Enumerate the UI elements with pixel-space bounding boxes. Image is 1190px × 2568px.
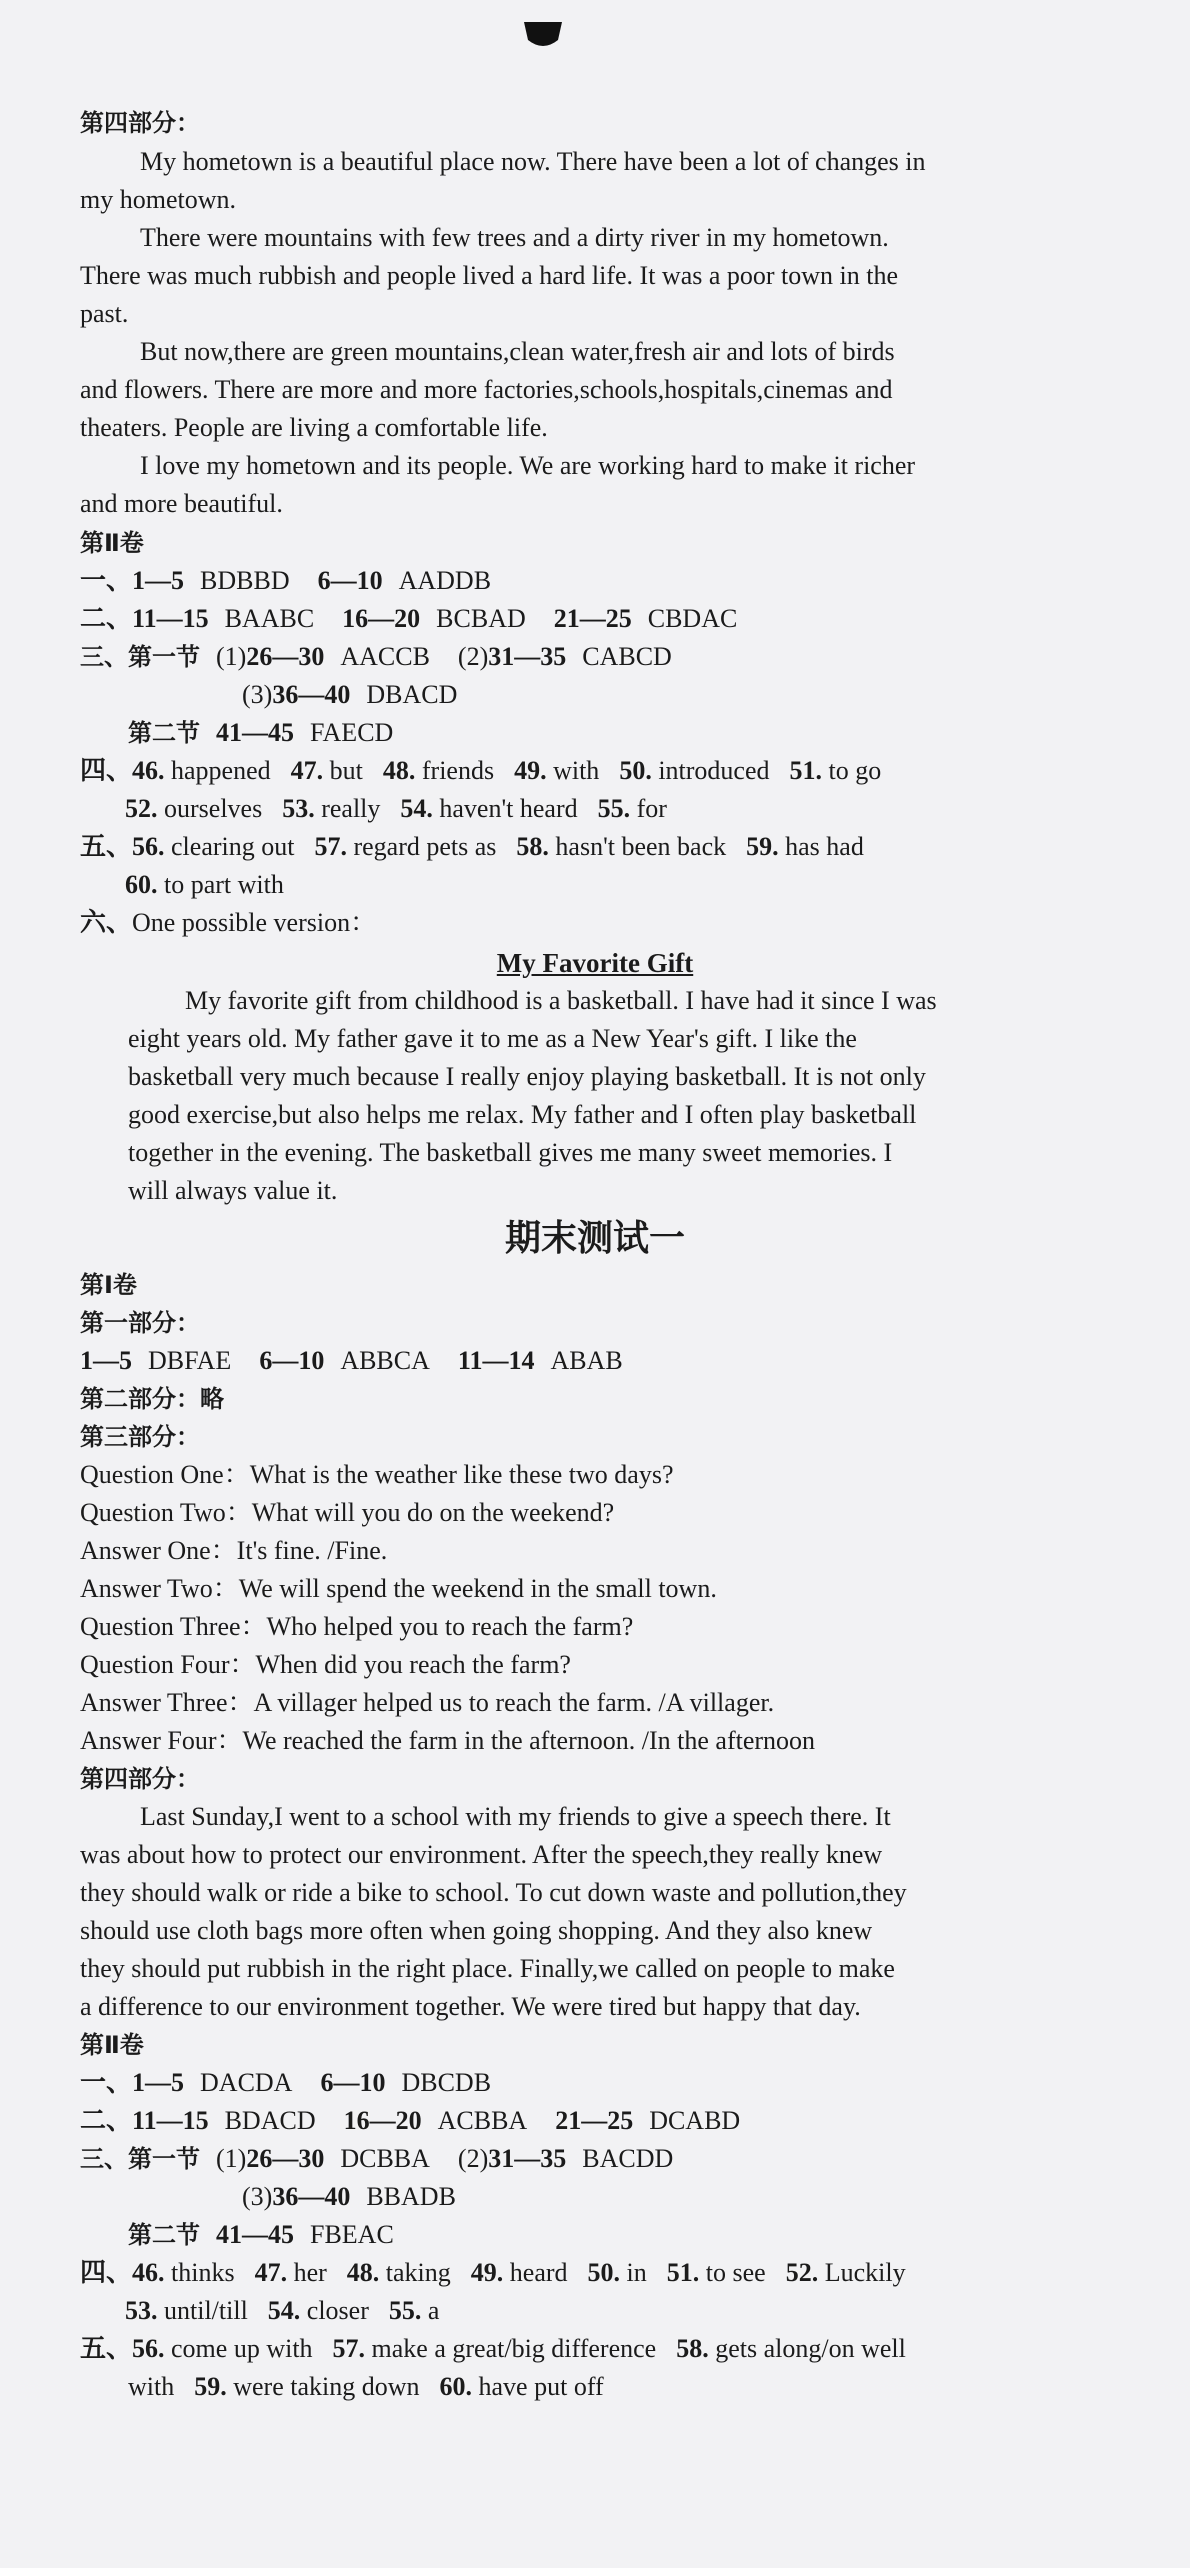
section-label: 第二节 <box>128 2221 200 2249</box>
answers: FBEAC <box>310 2220 394 2249</box>
range-label: 36—40 <box>272 680 351 709</box>
part-label: (2) <box>457 2144 489 2173</box>
range-label: 41—45 <box>216 718 294 747</box>
row-lead: with <box>128 2372 175 2401</box>
qa-line: Question Three：Who helped you to reach the farm? <box>80 1612 634 1641</box>
answer-row-b3 <box>80 2140 1120 2178</box>
part2-heading: 第二部分：略 <box>80 1385 224 1413</box>
part-label: (1) <box>216 2144 247 2173</box>
answers: ABAB <box>550 1346 623 1375</box>
row-prefix: 三、第一节 <box>80 643 200 671</box>
essay1-line: There was much rubbish and people lived a hard life. It was a poor town in the <box>80 261 899 290</box>
answer-row-1 <box>80 562 1120 600</box>
answers: BAABC <box>224 604 315 633</box>
answer-row-6 <box>80 904 1120 942</box>
answers: DACDA <box>200 2068 293 2097</box>
answer-row-4b: 52. ourselves 53. really 54. haven't heard 55. for <box>125 794 667 823</box>
qa-line: Question Two：What will you do on the weekend? <box>80 1498 615 1527</box>
answers: DCBBA <box>340 2144 430 2173</box>
range-label: 36—40 <box>272 2182 351 2211</box>
part-label: (3) <box>242 2182 273 2211</box>
part-label: (1) <box>216 642 247 671</box>
range-label: 41—45 <box>216 2220 294 2249</box>
essay1-line: and flowers. There are more and more factories,schools,hospitals,cinemas and <box>80 375 893 404</box>
answers: DBACD <box>366 680 458 709</box>
part-label: (3) <box>242 680 273 709</box>
volume2-heading-b: 第Ⅱ卷 <box>80 2031 144 2059</box>
essay1-line: But now,there are green mountains,clean water,fresh air and lots of birds <box>140 337 895 366</box>
answer-row-3 <box>80 638 1120 676</box>
answers: FAECD <box>310 718 394 747</box>
range-label: 21—25 <box>553 604 632 633</box>
row-prefix: 六、 <box>80 908 133 937</box>
range-label: 11—15 <box>132 604 209 633</box>
gift-essay-line: basketball very much because I really enjoy playing basketball. It is not only <box>128 1062 926 1091</box>
answer-row-3b <box>242 676 1190 714</box>
row-prefix: 一、 <box>80 2068 133 2097</box>
essay1-line: My hometown is a beautiful place now. There have been a lot of changes in <box>140 147 926 176</box>
row-prefix: 三、第一节 <box>80 2145 200 2173</box>
answers: BACDD <box>582 2144 674 2173</box>
answer-row-b4b: 53. until/till 54. closer 55. a <box>125 2296 440 2325</box>
answers: BBADB <box>366 2182 456 2211</box>
answers: AADDB <box>398 566 492 595</box>
answer-row-3c <box>128 714 1168 752</box>
answers: DCABD <box>649 2106 741 2135</box>
answer-row-b4: 四、46. thinks 47. her 48. taking 49. heard 50. in 51. to see 52. Luckily <box>80 2258 906 2287</box>
answers: CABCD <box>582 642 672 671</box>
part-label: (2) <box>457 642 489 671</box>
answer-row-b3b <box>242 2178 1190 2216</box>
range-label: 31—35 <box>488 642 567 671</box>
range-label: 1—5 <box>132 2068 185 2097</box>
answer-row-b5: 五、56. come up with 57. make a great/big difference 58. gets along/on well <box>80 2334 906 2363</box>
essay1-line: theaters. People are living a comfortable life. <box>80 413 548 442</box>
essay1-line: I love my hometown and its people. We are working hard to make it richer <box>140 451 916 480</box>
essay1-line: past. <box>80 299 129 328</box>
essay2-line: should use cloth bags more often when going shopping. And they also knew <box>80 1916 873 1945</box>
answer-row-b3c <box>128 2216 1168 2254</box>
part1-heading: 第一部分： <box>80 1309 200 1337</box>
row-text: One possible version： <box>132 908 377 937</box>
essay2-line: a difference to our environment together. We were tired but happy that day. <box>80 1992 861 2021</box>
gift-essay-line: eight years old. My father gave it to me as a New Year's gift. I like the <box>128 1024 857 1053</box>
range-label: 1—5 <box>132 566 185 595</box>
answer-row-b1 <box>80 2064 1120 2102</box>
row-prefix: 五、 <box>80 832 133 861</box>
part3-heading: 第三部分： <box>80 1423 200 1451</box>
range-label: 11—14 <box>457 1346 535 1375</box>
row-prefix: 四、 <box>80 756 133 785</box>
range-label: 11—15 <box>132 2106 209 2135</box>
range-label: 21—25 <box>555 2106 634 2135</box>
answers: DBFAE <box>148 1346 232 1375</box>
answers: DBCDB <box>401 2068 492 2097</box>
exam-title: 期末测试一 <box>504 1218 685 1259</box>
answers: AACCB <box>340 642 430 671</box>
row-prefix: 二、 <box>80 604 133 633</box>
answer-row-b5b: with 59. were taking down 60. have put off <box>128 2368 1168 2406</box>
answers: ABBCA <box>340 1346 430 1375</box>
gift-title: My Favorite Gift <box>496 948 694 978</box>
row-prefix: 一、 <box>80 566 133 595</box>
answer-row-5: 五、56. clearing out 57. regard pets as 58. hasn't been back 59. has had <box>80 832 864 861</box>
qa-line: Answer Three：A villager helped us to reach the farm. /A villager. <box>80 1688 775 1717</box>
range-label: 6—10 <box>320 2068 386 2097</box>
essay1-line: There were mountains with few trees and a dirty river in my hometown. <box>140 223 889 252</box>
row-prefix: 五、 <box>80 2334 133 2363</box>
volume1-heading: 第Ⅰ卷 <box>80 1271 137 1299</box>
page-top-mark <box>522 18 564 50</box>
gift-essay-line: will always value it. <box>128 1176 338 1205</box>
essay1-line: and more beautiful. <box>80 489 283 518</box>
part4-heading-b: 第四部分： <box>80 1765 200 1793</box>
range-label: 16—20 <box>342 604 421 633</box>
qa-line: Answer One：It's fine. /Fine. <box>80 1536 388 1565</box>
row-prefix: 二、 <box>80 2106 133 2135</box>
essay2-line: they should put rubbish in the right place. Finally,we called on people to make <box>80 1954 895 1983</box>
qa-line: Answer Two：We will spend the weekend in the small town. <box>80 1574 717 1603</box>
gift-essay-line: good exercise,but also helps me relax. My father and I often play basketball <box>128 1100 917 1129</box>
range-label: 31—35 <box>488 2144 567 2173</box>
part1-answers <box>80 1342 1120 1380</box>
range-label: 26—30 <box>246 642 325 671</box>
range-label: 16—20 <box>343 2106 422 2135</box>
essay2-line: they should walk or ride a bike to school. To cut down waste and pollution,they <box>80 1878 907 1907</box>
range-label: 6—10 <box>259 1346 325 1375</box>
answers: BDACD <box>224 2106 316 2135</box>
gift-essay-line: My favorite gift from childhood is a basketball. I have had it since I was <box>185 986 937 1015</box>
answers: ACBBA <box>437 2106 528 2135</box>
part4-heading: 第四部分： <box>80 109 200 137</box>
essay2-line: Last Sunday,I went to a school with my friends to give a speech there. It <box>140 1802 891 1831</box>
answer-row-b2 <box>80 2102 1120 2140</box>
essay1-line: my hometown. <box>80 185 236 214</box>
gift-essay-line: together in the evening. The basketball gives me many sweet memories. I <box>128 1138 893 1167</box>
qa-line: Question Four：When did you reach the farm? <box>80 1650 571 1679</box>
answer-row-4: 四、46. happened 47. but 48. friends 49. with 50. introduced 51. to go <box>80 756 882 785</box>
range-label: 6—10 <box>317 566 383 595</box>
answers: BDBBD <box>200 566 290 595</box>
qa-line: Question One：What is the weather like these two days? <box>80 1460 674 1489</box>
answer-row-2 <box>80 600 1120 638</box>
answers: CBDAC <box>647 604 738 633</box>
range-label: 1—5 <box>80 1346 132 1375</box>
section-label: 第二节 <box>128 719 200 747</box>
range-label: 26—30 <box>246 2144 325 2173</box>
row-prefix: 四、 <box>80 2258 133 2287</box>
answers: BCBAD <box>436 604 526 633</box>
qa-line: Answer Four：We reached the farm in the afternoon. /In the afternoon <box>80 1726 816 1755</box>
essay2-line: was about how to protect our environment. After the speech,they really knew <box>80 1840 883 1869</box>
answer-row-5b: 60. to part with <box>125 870 284 899</box>
volume2-heading: 第Ⅱ卷 <box>80 529 144 557</box>
